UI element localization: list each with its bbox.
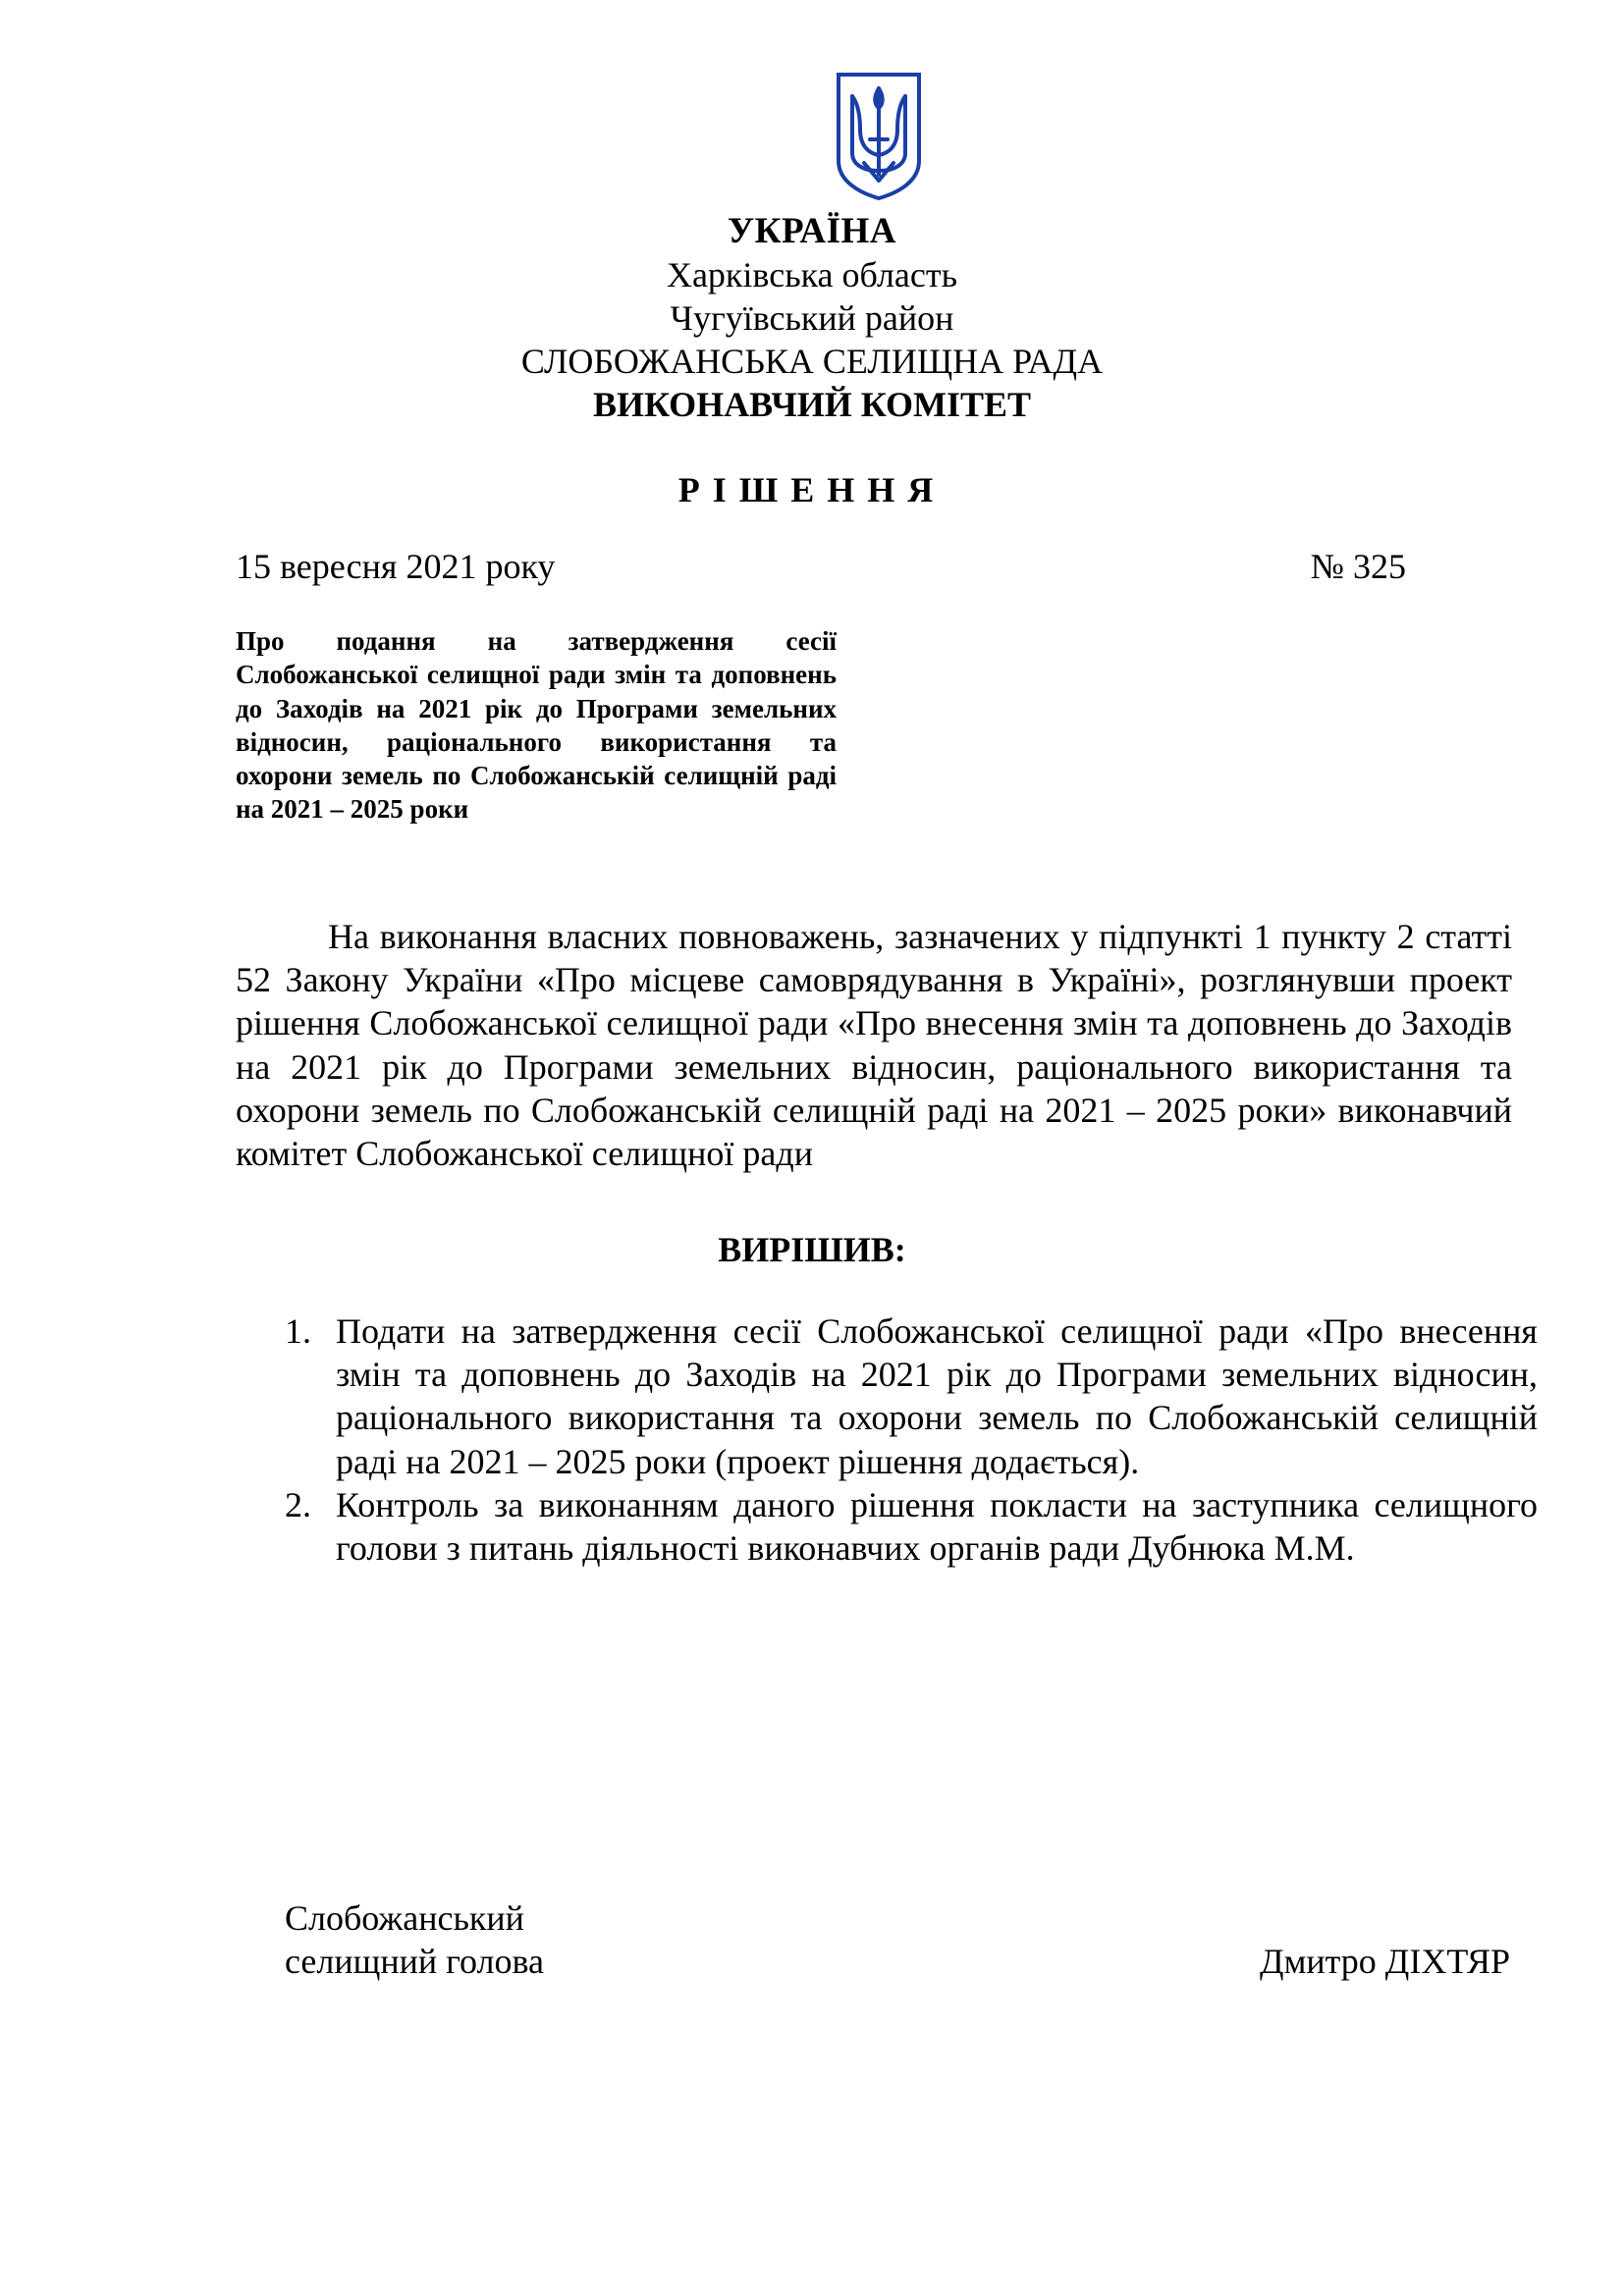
item-text: Подати на затвердження сесії Слобожанської селищної ради «Про внесення змін та доповнень до Заходів на 2021 рік до Програми земельних відносин, раціонального використання та охорони земель по Слобожанській селищній раді на 2021 – 2025 роки (проект рішення додається). [336,1311,1538,1481]
resolved-heading: ВИРІШИВ: [718,1230,906,1269]
decision-items [285,1309,1538,1570]
signatory-title-line: селищний голова [285,1942,545,1981]
decision-item [285,1483,1538,1570]
signatory-title [285,1896,544,1983]
coat-of-arms-icon [835,71,923,202]
committee-line: ВИКОНАВЧИЙ КОМІТЕТ [592,385,1032,424]
decision-subject: Про подання на затвердження сесії Слобожанської селищної ради змін та доповнень до Заходів на 2021 рік до Програми земельних відносин, раціонального використання та охорони земель по Слобожанській селищній раді на 2021 – 2025 роки [236,626,837,825]
item-number: 2. [285,1484,311,1524]
decision-date: 15 вересня 2021 року [236,547,556,586]
country-title: УКРАЇНА [728,211,896,251]
document-type-heading: РІШЕННЯ [677,470,947,509]
signatory-title-line: Слобожанський [285,1898,524,1938]
item-text: Контроль за виконанням даного рішення покласти на заступника селищного голови з питань діяльності виконавчих органів ради Дубнюка М.М. [336,1484,1538,1569]
decision-number: № 325 [1310,547,1406,586]
decision-item [285,1309,1538,1483]
district-line: Чугуївський район [670,298,954,338]
preamble-paragraph: На виконання власних повноважень, зазначених у підпункті 1 пункту 2 статті 52 Закону України «Про місцеве самоврядування в Україні», розглянувши проект рішення Слобожанської селищної ради «Про внесення змін та доповнень до Заходів на 2021 рік до Програми земельних відносин, раціонального використання та охорони земель по Слобожанській селищній раді на 2021 – 2025 роки» виконавчий комітет Слобожанської селищної ради [236,917,1512,1174]
council-line: СЛОБОЖАНСЬКА СЕЛИЩНА РАДА [520,342,1104,381]
item-number: 1. [285,1311,311,1351]
region-line: Харківська область [666,255,958,294]
signatory-name: Дмитро ДІХТЯР [1260,1942,1510,1981]
